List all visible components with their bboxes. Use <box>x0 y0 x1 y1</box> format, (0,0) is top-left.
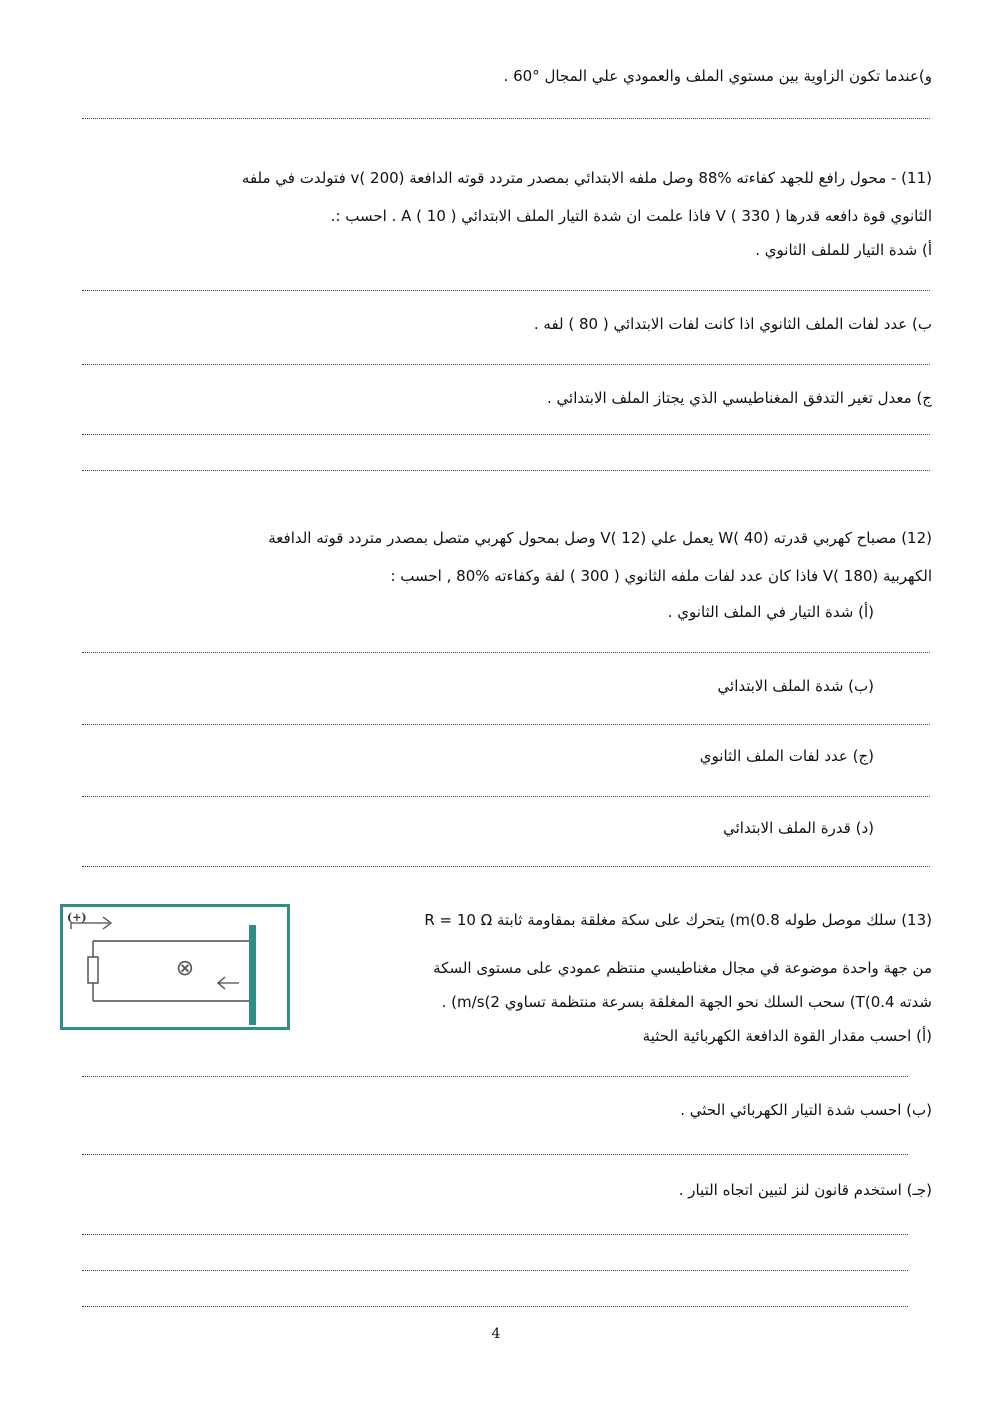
question-12-part-d: (د) قدرة الملف الابتدائي <box>723 819 874 837</box>
question-11-part-c: ج) معدل تغير التدفق المغناطيسي الذي يجتاز الملف الابتدائي . <box>547 389 932 407</box>
question-11-line-1: (11) - محول رافع للجهد كفاءته %88 وصل ملفه الابتدائي بمصدر متردد قوته الدافعة v( 200) فتولدت في ملفه <box>241 169 932 187</box>
answer-line[interactable] <box>82 652 930 653</box>
answer-line[interactable] <box>82 866 930 867</box>
question-11-line-2: الثانوي قوة دافعه قدرها V ( 330 ) فاذا علمت ان شدة التيار الملف الابتدائي A ( 10 ) . احسب :. <box>330 207 932 225</box>
answer-line[interactable] <box>82 1076 908 1077</box>
answer-line[interactable] <box>82 1306 908 1307</box>
question-11-part-b: ب) عدد لفات الملف الثانوي اذا كانت لفات الابتدائي ( 80 ) لفه . <box>533 315 932 333</box>
answer-line[interactable] <box>82 1154 908 1155</box>
question-13-line-3: شدته 0.4)T) سحب السلك نحو الجهة المغلقة بسرعة منتظمة تساوي 2)m/s) . <box>441 993 932 1011</box>
question-11-part-a: أ) شدة التيار للملف الثانوي . <box>755 241 932 259</box>
answer-line[interactable] <box>82 364 930 365</box>
field-into-page-icon: ⊗ <box>175 956 195 981</box>
question-12-part-b: (ب) شدة الملف الابتدائي <box>717 677 874 695</box>
answer-line[interactable] <box>82 796 930 797</box>
question-13-line-2: من جهة واحدة موضوعة في مجال مغناطيسي منتظم عمودي على مستوى السكة <box>433 959 932 977</box>
answer-line[interactable] <box>82 1234 908 1235</box>
answer-line[interactable] <box>82 434 930 435</box>
question-w-text: و)عندما تكون الزاوية بين مستوي الملف والعمودي علي المجال °60 . <box>503 67 932 85</box>
question-13-part-a: (أ) احسب مقدار القوة الدافعة الكهربائية الحثية <box>642 1027 932 1045</box>
question-12-part-c: (ج) عدد لفات الملف الثانوي <box>699 747 874 765</box>
rail-circuit-figure <box>60 904 290 1030</box>
answer-line[interactable] <box>82 470 930 471</box>
page-number: 4 <box>491 1326 501 1342</box>
question-12-line-2: الكهربية V( 180) فاذا كان عدد لفات ملفه الثانوي ( 300 ) لفة وكفاءته %80 , احسب : <box>390 567 932 585</box>
answer-line[interactable] <box>82 118 930 119</box>
question-13-line-1: (13) سلك موصل طوله 0.8)m) يتحرك على سكة مغلقة بمقاومة ثابتة R = 10 Ω <box>424 911 932 929</box>
circuit-diagram <box>63 907 287 1027</box>
answer-line[interactable] <box>82 724 930 725</box>
question-13-part-b: (ب) احسب شدة التيار الكهربائي الحثي . <box>680 1101 932 1119</box>
question-13-part-c: (جـ) استخدم قانون لنز لتبين اتجاه التيار . <box>678 1181 932 1199</box>
answer-line[interactable] <box>82 1270 908 1271</box>
positive-label: (+) <box>67 911 87 924</box>
answer-line[interactable] <box>82 290 930 291</box>
moving-rod <box>249 925 256 1025</box>
question-12-line-1: (12) مصباح كهربي قدرته W( 40) يعمل علي V( 12) وصل بمحول كهربي متصل بمصدر متردد قوته الدافعة <box>268 529 932 547</box>
question-12-part-a: (أ) شدة التيار في الملف الثانوي . <box>667 603 874 621</box>
resistor-icon <box>88 957 98 983</box>
